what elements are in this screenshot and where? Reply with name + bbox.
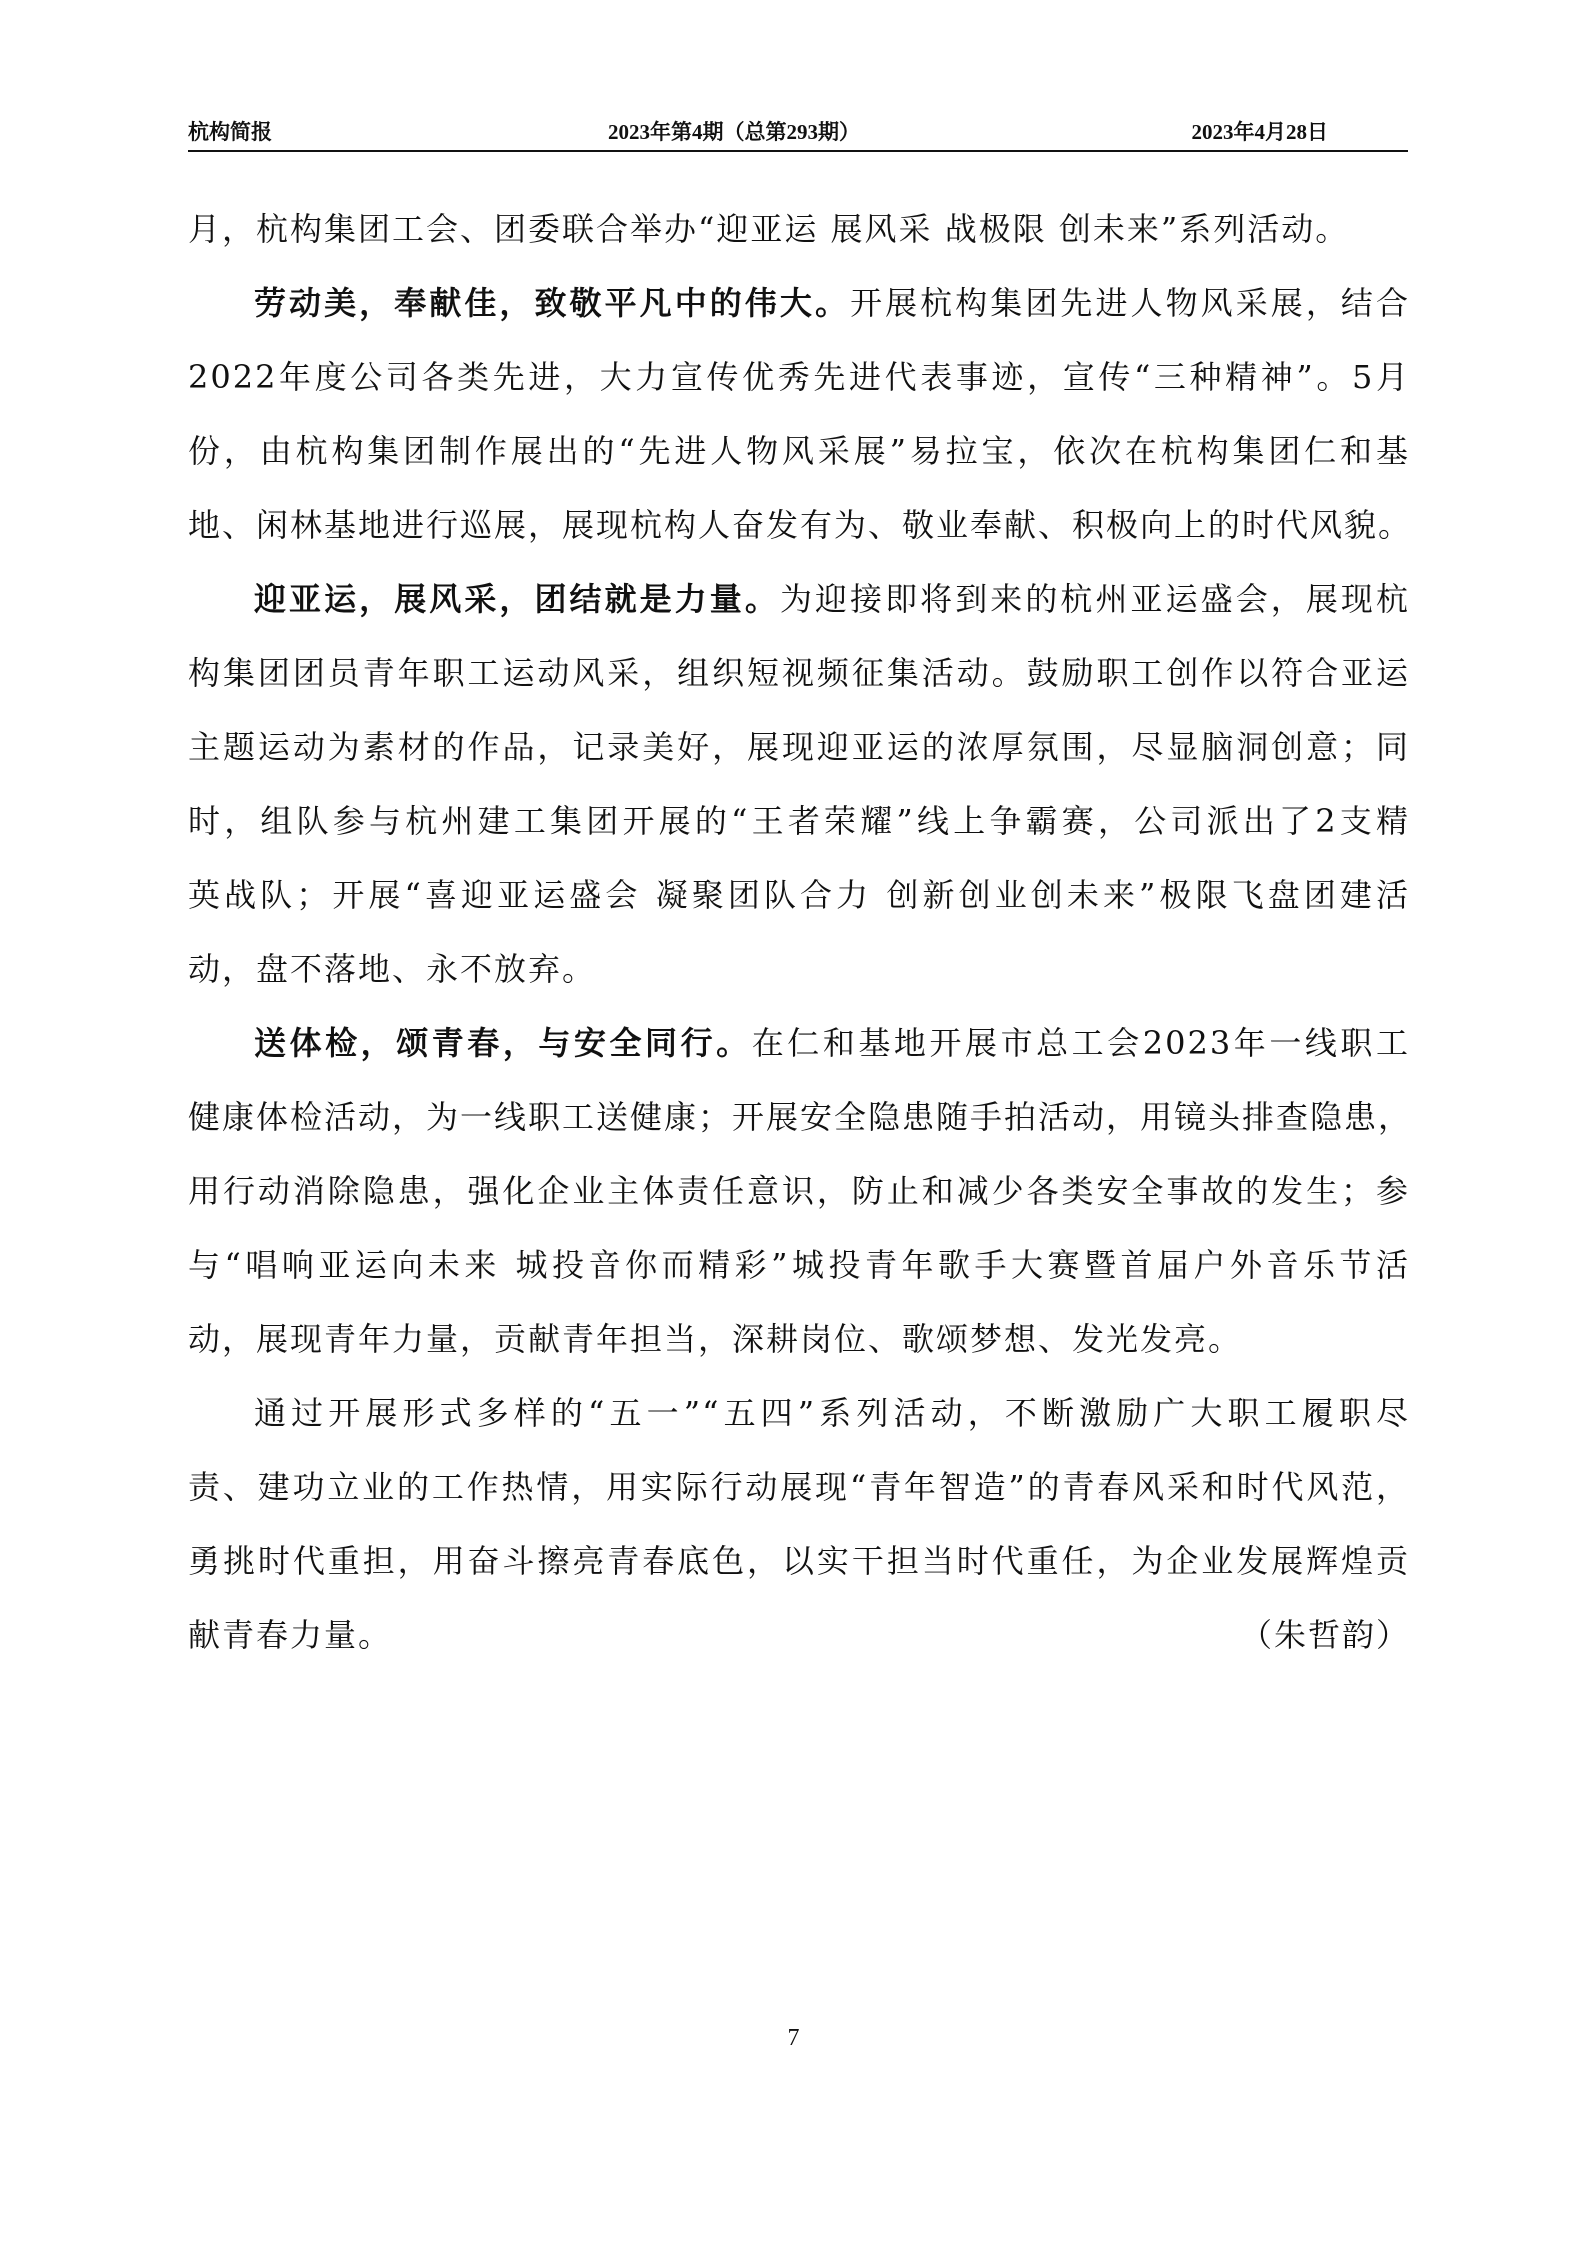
text-line: 英战队；开展“喜迎亚运盛会 凝聚团队合力 创新创业创未来”极限飞盘团建活 <box>188 876 1410 914</box>
text-run: 开展杭构集团先进人物风采展，结合 <box>850 284 1410 322</box>
closing-line <box>188 1598 1410 1672</box>
section-lead: 迎亚运，展风采，团结就是力量。 <box>254 580 780 618</box>
text-line: 健康体检活动，为一线职工送健康；开展安全隐患随手拍活动，用镜头排查隐患， <box>188 1098 1413 1136</box>
page-number: 7 <box>787 2025 800 2051</box>
paragraph-first-line <box>188 1006 1410 1080</box>
paragraph-first-line <box>188 266 1410 340</box>
text-run: 献青春力量。 <box>188 1616 393 1654</box>
author-signature: （朱哲韵） <box>1239 1616 1410 1654</box>
text-line: 月，杭构集团工会、团委联合举办“迎亚运 展风采 战极限 创未来”系列活动。 <box>188 210 1350 248</box>
page-header <box>188 110 1408 152</box>
text-line: 2022年度公司各类先进，大力宣传优秀先进代表事迹，宣传“三种精神”。5月 <box>188 358 1410 396</box>
article-body <box>188 192 1413 1672</box>
issue-date: 2023年4月28日 <box>1191 120 1328 144</box>
text-line: 地、闲林基地进行巡展，展现杭构人奋发有为、敬业奉献、积极向上的时代风貌。 <box>188 506 1413 544</box>
text-line: 主题运动为素材的作品，记录美好，展现迎亚运的浓厚氛围，尽显脑洞创意；同 <box>188 728 1410 766</box>
text-line: 份，由杭构集团制作展出的“先进人物风采展”易拉宝，依次在杭构集团仁和基 <box>188 432 1410 470</box>
text-run: 在仁和基地开展市总工会2023年一线职工 <box>751 1024 1410 1062</box>
text-line: 勇挑时代重担，用奋斗擦亮青春底色，以实干担当时代重任，为企业发展辉煌贡 <box>188 1542 1410 1580</box>
paragraph-first-line <box>188 562 1410 636</box>
text-line: 时，组队参与杭州建工集团开展的“王者荣耀”线上争霸赛，公司派出了2支精 <box>188 802 1410 840</box>
text-line: 用行动消除隐患，强化企业主体责任意识，防止和减少各类安全事故的发生；参 <box>188 1172 1410 1210</box>
text-line: 构集团团员青年职工运动风采，组织短视频征集活动。鼓励职工创作以符合亚运 <box>188 654 1410 692</box>
paragraph-first-line: 通过开展形式多样的“五一”“五四”系列活动，不断激励广大职工履职尽 <box>254 1394 1410 1432</box>
section-lead: 送体检，颂青春，与安全同行。 <box>254 1024 752 1062</box>
text-line: 与“唱响亚运向未来 城投音你而精彩”城投青年歌手大赛暨首届户外音乐节活 <box>188 1246 1410 1284</box>
text-line: 动，盘不落地、永不放弃。 <box>188 950 597 988</box>
publication-name: 杭构简报 <box>188 120 272 144</box>
section-lead: 劳动美，奉献佳，致敬平凡中的伟大。 <box>254 284 851 322</box>
text-line: 动，展现青年力量，贡献青年担当，深耕岗位、歌颂梦想、发光发亮。 <box>188 1320 1243 1358</box>
text-run: 为迎接即将到来的杭州亚运盛会，展现杭 <box>779 580 1410 618</box>
issue-number: 2023年第4期（总第293期） <box>608 120 860 144</box>
text-line: 责、建功立业的工作热情，用实际行动展现“青年智造”的青春风采和时代风范， <box>188 1468 1410 1506</box>
